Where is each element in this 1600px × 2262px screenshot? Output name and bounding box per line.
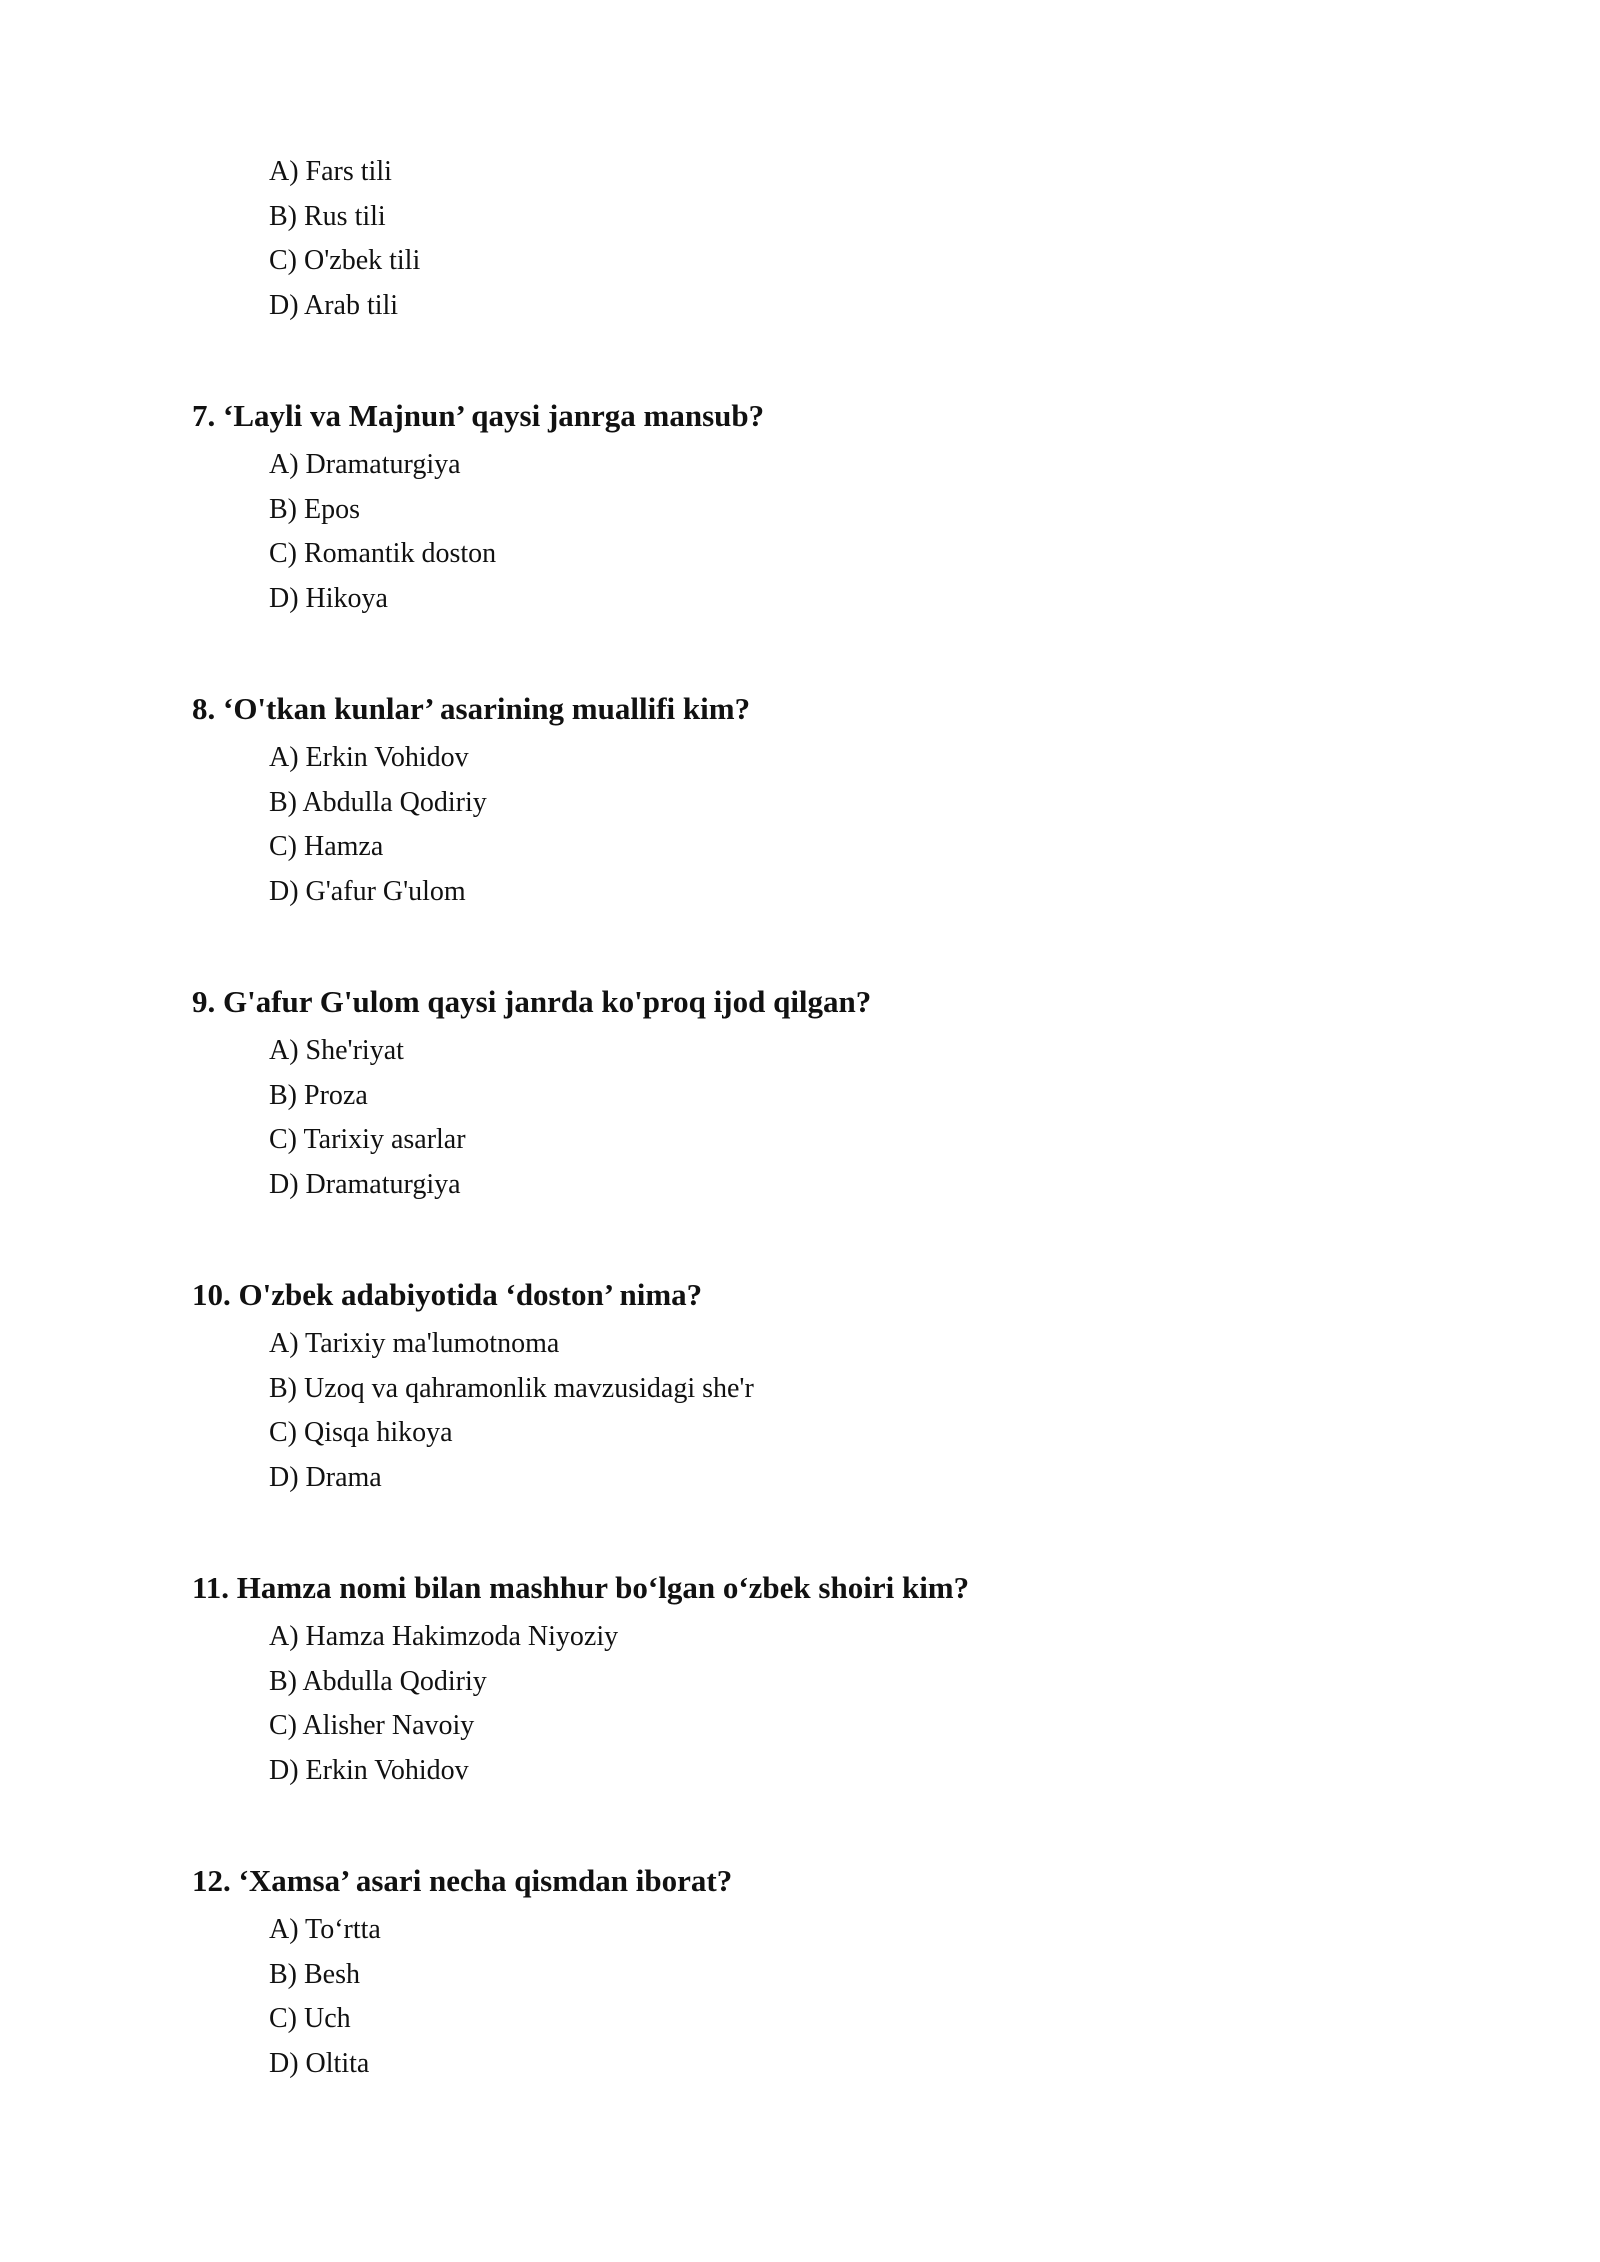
option-c: C) Uch [269, 2003, 351, 2034]
question-8 [192, 688, 1452, 914]
question-title: 9. G'afur G'ulom qaysi janrda ko'proq ijod qilgan? [192, 984, 872, 1019]
answer-options [192, 1615, 1452, 1793]
option-c: C) Qisqa hikoya [269, 1417, 453, 1448]
answer-options [192, 1322, 1452, 1500]
option-a: A) Tarixiy ma'lumotnoma [269, 1328, 560, 1359]
question-10 [192, 1274, 1452, 1500]
option-d: D) Hikoya [269, 582, 388, 614]
question-7 [192, 395, 1452, 621]
question-11 [192, 1567, 1452, 1793]
option-c: C) Hamza [269, 831, 384, 862]
option-d: D) G'afur G'ulom [269, 875, 466, 907]
option-b: B) Epos [269, 493, 360, 525]
option-b: B) Rus tili [269, 200, 386, 232]
answer-options [192, 736, 1452, 914]
option-b: B) Abdulla Qodiriy [269, 1665, 487, 1697]
question-title: 7. ‘Layli va Majnun’ qaysi janrga mansub? [192, 398, 765, 433]
option-a: A) Hamza Hakimzoda Niyoziy [269, 1621, 619, 1652]
option-b: B) Besh [269, 1958, 360, 1990]
leading-options [192, 150, 1452, 328]
question-title: 12. ‘Xamsa’ asari necha qismdan iborat? [192, 1863, 733, 1898]
option-d: D) Arab tili [269, 289, 399, 321]
question-title: 10. O'zbek adabiyotida ‘doston’ nima? [192, 1277, 703, 1312]
answer-options [192, 1029, 1452, 1207]
option-d: D) Drama [269, 1461, 382, 1493]
option-a: A) Erkin Vohidov [269, 742, 469, 773]
option-a: A) Dramaturgiya [269, 449, 461, 480]
option-d: D) Dramaturgiya [269, 1168, 461, 1200]
question-title: 8. ‘O'tkan kunlar’ asarining muallifi kim? [192, 691, 751, 726]
question-9 [192, 981, 1452, 1207]
option-c: C) O'zbek tili [269, 245, 421, 276]
quiz-content [192, 150, 1452, 2086]
question-12 [192, 1860, 1452, 2086]
answer-options [192, 443, 1452, 621]
option-a: A) To‘rtta [269, 1914, 381, 1945]
option-c: C) Romantik doston [269, 538, 497, 569]
option-c: C) Tarixiy asarlar [269, 1124, 466, 1155]
option-c: C) Alisher Navoiy [269, 1710, 475, 1741]
option-d: D) Oltita [269, 2047, 370, 2079]
option-d: D) Erkin Vohidov [269, 1754, 469, 1786]
option-b: B) Abdulla Qodiriy [269, 786, 487, 818]
option-b: B) Uzoq va qahramonlik mavzusidagi she'r [269, 1372, 754, 1404]
option-a: A) She'riyat [269, 1035, 404, 1066]
answer-options [192, 1908, 1452, 2086]
question-title: 11. Hamza nomi bilan mashhur bo‘lgan o‘zbek shoiri kim? [192, 1570, 970, 1605]
option-b: B) Proza [269, 1079, 368, 1111]
option-a: A) Fars tili [269, 156, 392, 187]
